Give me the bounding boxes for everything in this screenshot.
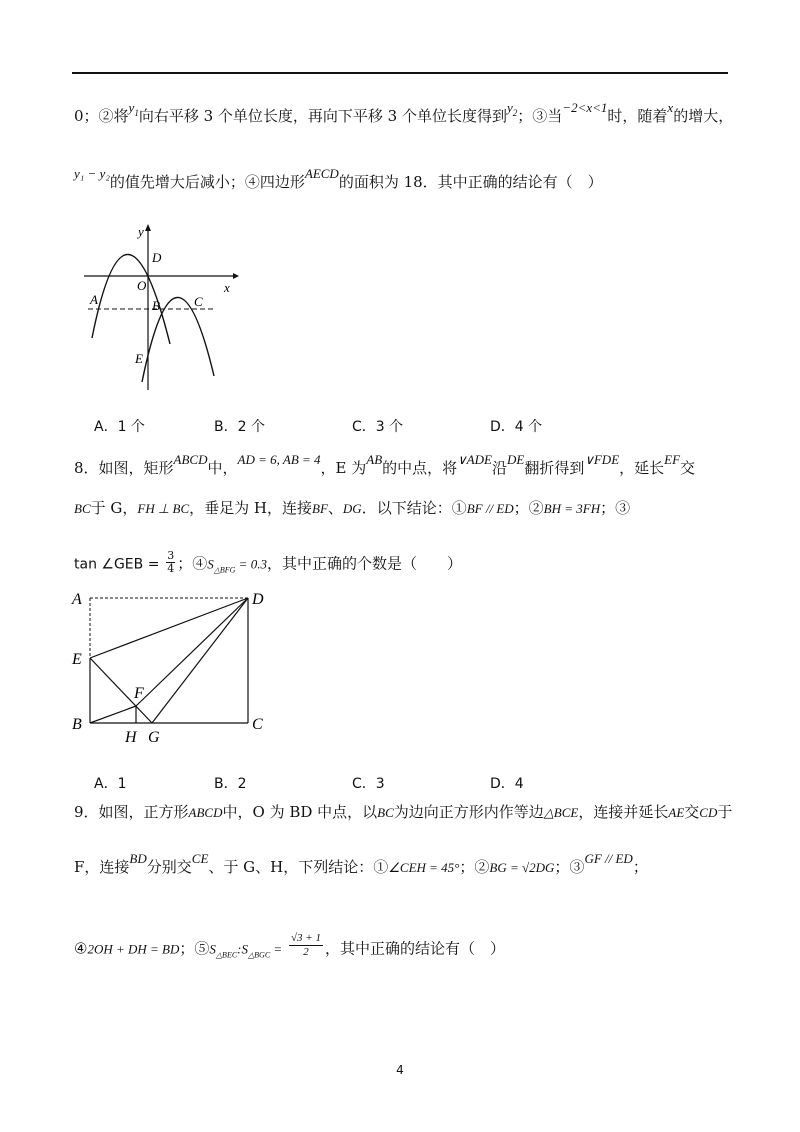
q7-parabola-figure bbox=[78, 222, 240, 392]
label-C: C bbox=[252, 716, 263, 733]
q9-line-1: 9．如图，正方形ABCD中，O 为 BD 中点，以BC为边向正方形内作等边△BCE，连接并延长AE交CD于 bbox=[74, 803, 733, 821]
label-B: B bbox=[72, 716, 82, 733]
q8-line-2: BC于 G，FH ⊥ BC，垂足为 H，连接BF、DG．以下结论：①BF // ED；②BH = 3FH；③ bbox=[74, 499, 631, 517]
label-H: H bbox=[125, 729, 137, 746]
q7-option-a[interactable]: A．1 个 bbox=[94, 419, 145, 435]
q9-line-3: ④2OH + DH = BD；$⑤S_{\triangle BEC}:S_{\triangle BGC}$ = $\frac{√3 + 1}{2}$ ，其中正确的结论有（ ） bbox=[74, 932, 505, 960]
q8-option-a[interactable]: A．1 bbox=[94, 776, 127, 792]
q7-option-c[interactable]: C．3 个 bbox=[352, 419, 404, 435]
label-x: x bbox=[224, 280, 230, 295]
label-y: y bbox=[138, 224, 144, 239]
q8-rectangle-figure bbox=[70, 586, 270, 746]
q8-option-b[interactable]: B．2 bbox=[214, 776, 247, 792]
q7-option-b[interactable]: B．2 个 bbox=[214, 419, 265, 435]
q8-fraction: $\frac{3}{4}$ bbox=[167, 549, 175, 575]
segment-FD bbox=[136, 598, 248, 706]
q8-option-c[interactable]: C．3 bbox=[352, 776, 385, 792]
q8-option-d[interactable]: D．4 bbox=[490, 776, 524, 792]
q9-line-2: F，连接BD分别交CE、于 G、H，下列结论：①∠CEH = 45°；②BG = √2DG；③GF // ED； bbox=[74, 851, 648, 876]
q8-line-3: tan ∠GEB = $\frac{3}{4}$ ；$④S_{\triangle BFG} = 0.3$，其中正确的个数是（ ） bbox=[74, 549, 462, 575]
label-G: G bbox=[148, 729, 160, 746]
label-F: F bbox=[134, 685, 144, 702]
q7-option-d[interactable]: D．4 个 bbox=[490, 419, 543, 435]
segment-BF bbox=[90, 706, 136, 723]
label-D: D bbox=[152, 250, 162, 265]
q9-fraction: $\frac{√3 + 1}{2}$ bbox=[290, 932, 321, 958]
page-number: 4 bbox=[396, 1063, 404, 1077]
label-E: E bbox=[135, 351, 143, 366]
y-axis-arrow bbox=[145, 224, 151, 231]
x-axis-arrow bbox=[233, 273, 239, 279]
label-E: E bbox=[72, 651, 82, 668]
label-D: D bbox=[252, 591, 264, 608]
label-A: A bbox=[72, 591, 82, 608]
q8-line-1: 8．如图，矩形ABCD中，AD = 6, AB = 4，E 为AB的中点，将∨ADE沿DE翻折得到∨FDE，延长EF交 bbox=[74, 452, 696, 477]
label-A: A bbox=[90, 292, 98, 307]
header-rule bbox=[72, 72, 728, 74]
label-B: B bbox=[152, 298, 160, 313]
label-C: C bbox=[194, 294, 203, 309]
q7-line-1: 0；②将$y_1$向右平移 3 个单位长度，再向下平移 3 个单位长度得到$y_2$；③当−2<x<1时，随着x的增大， bbox=[74, 100, 734, 125]
label-O: O bbox=[137, 278, 147, 293]
q7-line-2: y₁ − y₂的值先增大后减小；④四边形AECD的面积为 18．其中正确的结论有（ ） bbox=[74, 166, 603, 191]
